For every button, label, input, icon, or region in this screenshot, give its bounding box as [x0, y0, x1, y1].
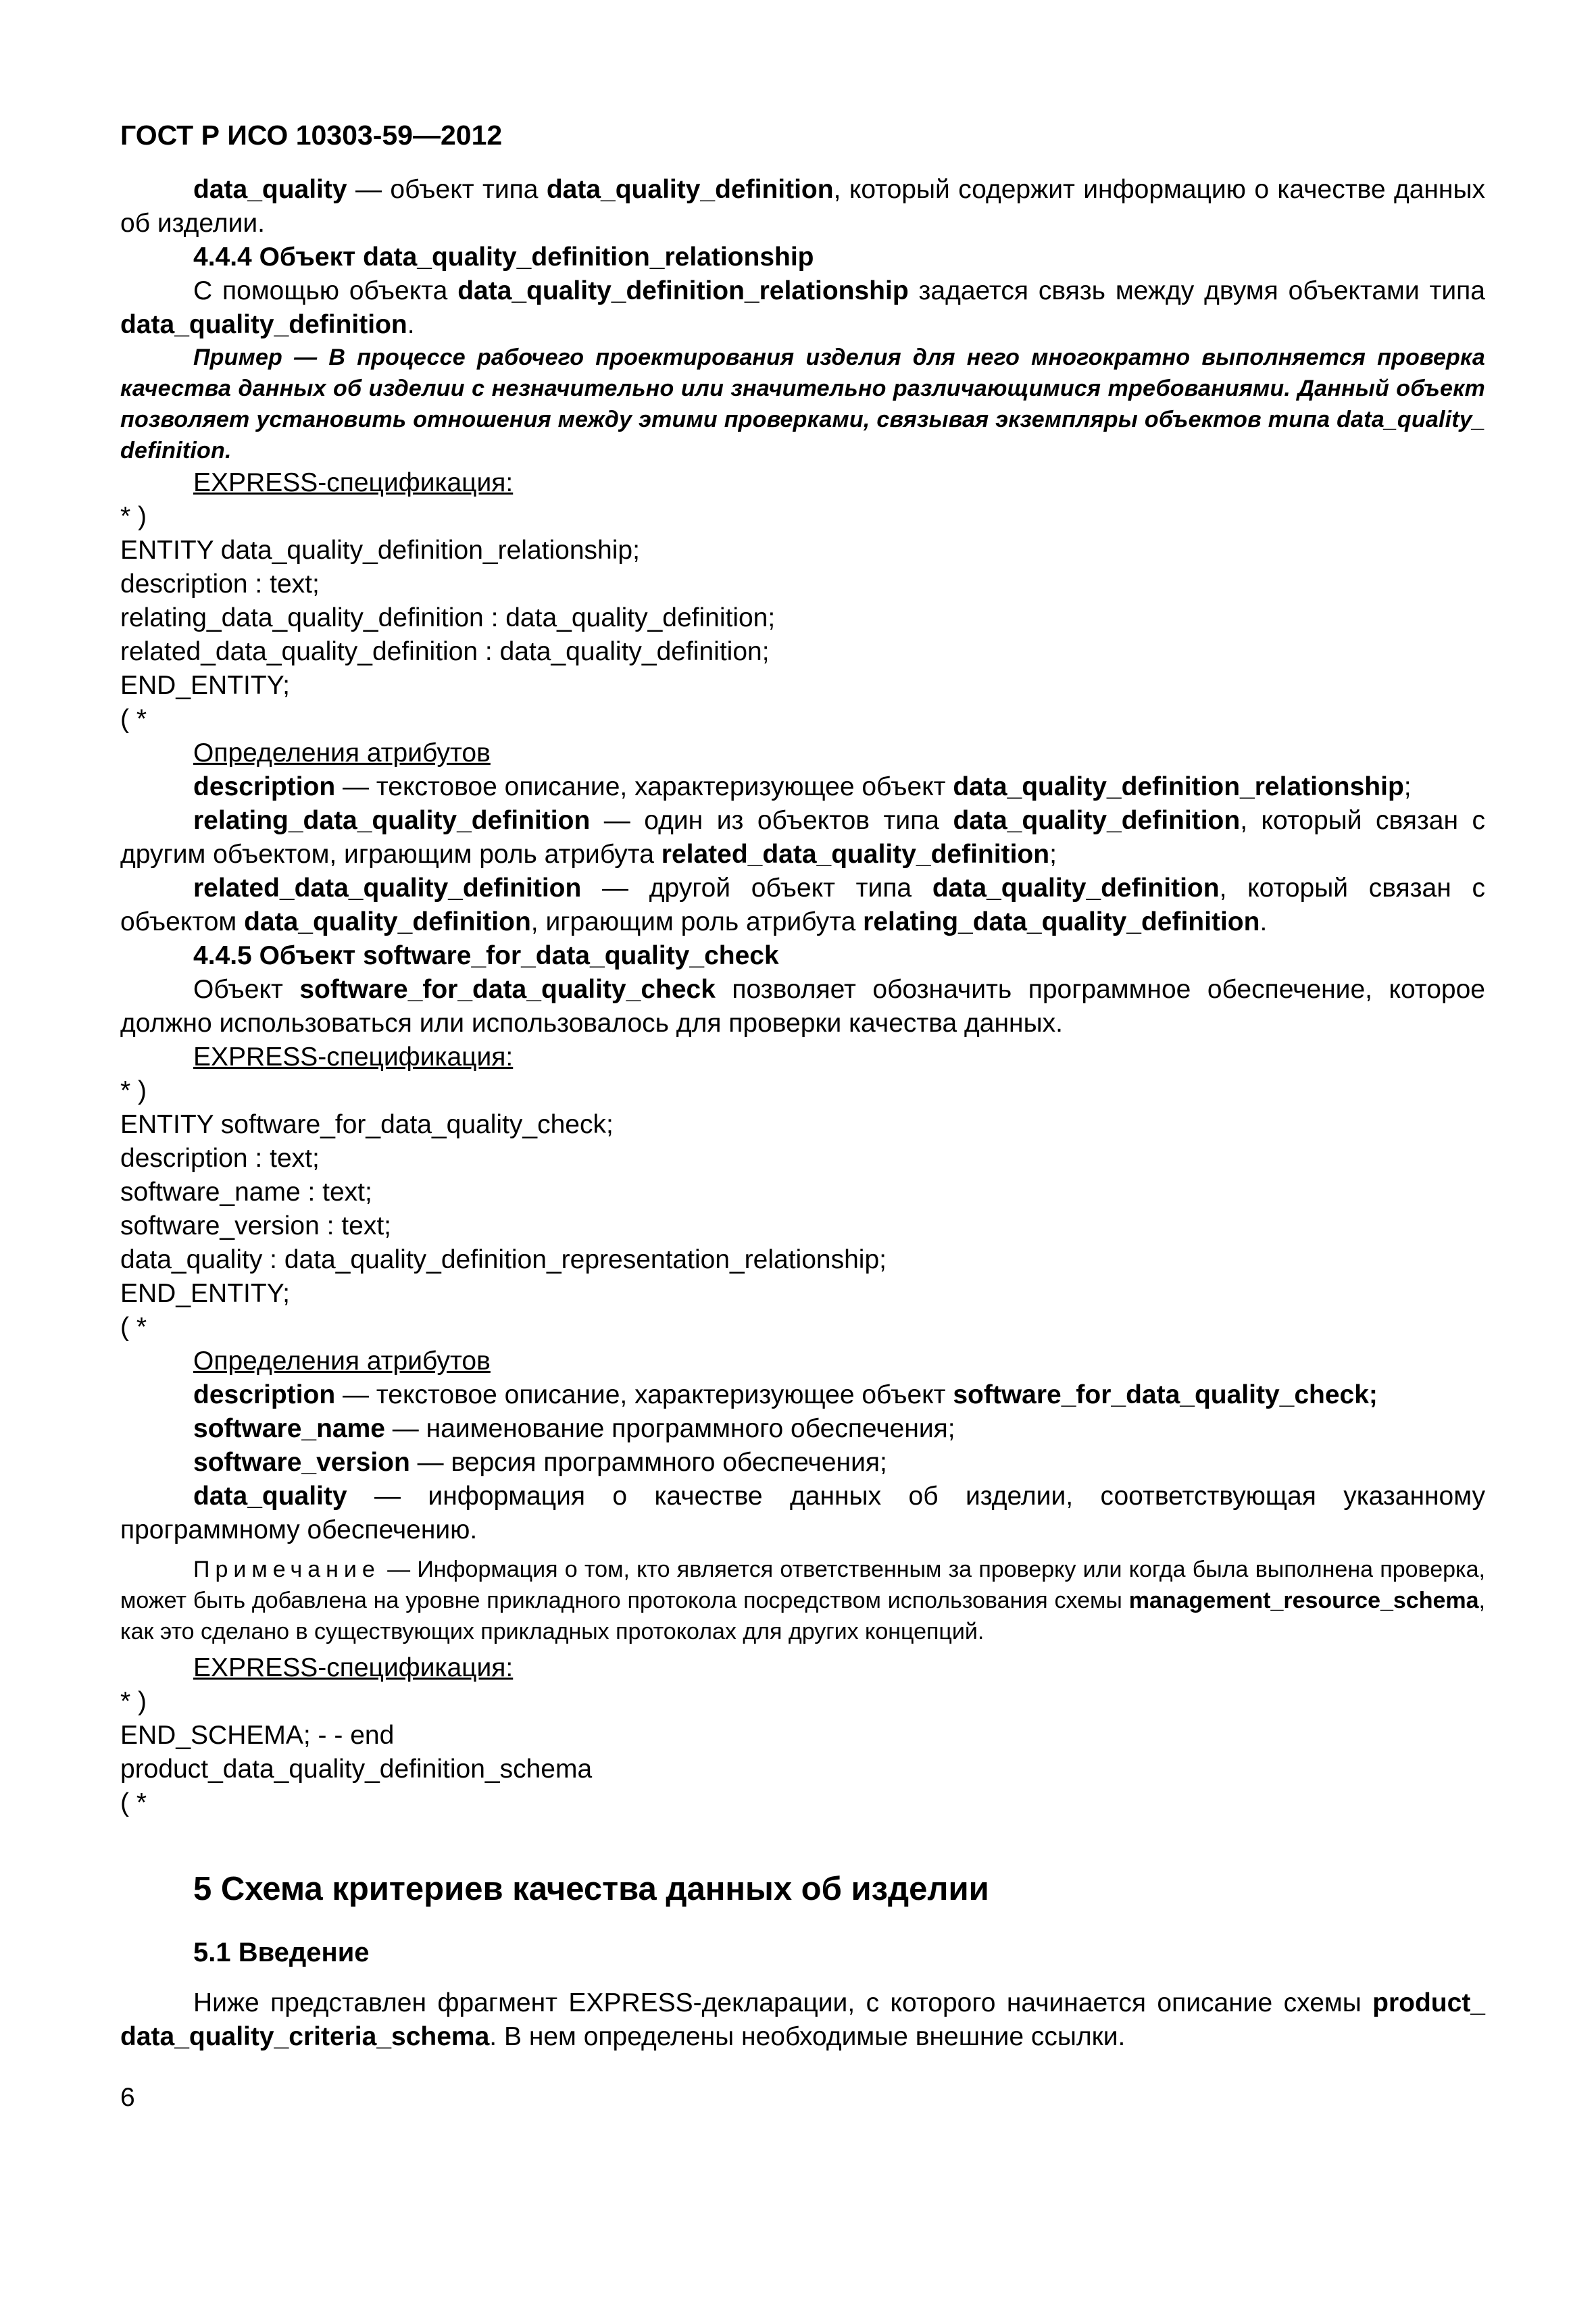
text: , который связан с другим объектом, играющим роль атрибута: [120, 806, 1485, 869]
note-paragraph: [120, 1554, 1485, 1647]
code-line: * ): [120, 502, 147, 531]
text: — один из объектов типа: [590, 806, 953, 835]
text: .: [1260, 907, 1268, 936]
code-line: software_version : text;: [120, 1211, 392, 1240]
term: related_data_quality_definition: [661, 840, 1050, 869]
term: software_for_data_quality_check;: [953, 1380, 1378, 1409]
code-line: ( *: [120, 1788, 147, 1817]
note-label: Примечание: [193, 1557, 380, 1582]
term: software_name: [193, 1414, 385, 1443]
attribute-data-quality: [120, 1480, 1485, 1547]
code-line: product_data_quality_definition_schema: [120, 1755, 593, 1784]
attribute-related: [120, 872, 1485, 939]
code-line: END_SCHEMA; - - end: [120, 1721, 395, 1750]
term: data_quality_definition: [932, 874, 1220, 903]
section-heading-5-1: 5.1 Введение: [193, 1938, 370, 1967]
code-line: ENTITY data_quality_definition_relationship;: [120, 536, 640, 565]
text: позволяет обозначить программное обеспечение, которое должно использоваться или использовалось для проверки качества данных.: [120, 975, 1485, 1038]
text: — наименование программного обеспечения;: [384, 1414, 955, 1443]
code-line: END_ENTITY;: [120, 1279, 291, 1308]
attribute-software-version: [120, 1446, 1485, 1480]
text: , как это сделано в существующих прикладных протоколах для других концепций.: [120, 1588, 1485, 1644]
code-line: ( *: [120, 705, 147, 734]
term: relating_data_quality_definition: [193, 806, 591, 835]
term: relating_data_quality_definition: [863, 907, 1260, 936]
text: Ниже представлен фрагмент EXPRESS-декларации, с которого начинается описание схемы: [193, 1988, 1373, 2017]
express-code-block-1: [120, 500, 1485, 736]
express-spec-label: EXPRESS-спецификация:: [193, 468, 514, 497]
express-code-block-3: [120, 1685, 1485, 1820]
attribute-description: [120, 1378, 1485, 1412]
attribute-definitions-label: Определения атрибутов: [193, 738, 491, 768]
attribute-description: [120, 770, 1485, 804]
text: ;: [1403, 772, 1412, 801]
code-line: END_ENTITY;: [120, 671, 291, 700]
term: data_quality: [193, 175, 347, 204]
code-line: description : text;: [120, 570, 320, 599]
code-line: * ): [120, 1687, 147, 1716]
text: , который связан с объектом: [120, 874, 1485, 936]
text: — Информация о том, кто является ответственным за проверку или когда была выполнена проверка, может быть добавлена на уровне прикладного протокола посредством использования схемы: [120, 1557, 1485, 1613]
page-number: 6: [120, 2083, 135, 2112]
code-line: description : text;: [120, 1144, 320, 1173]
term: software_for_data_quality_check: [299, 975, 716, 1004]
text: — текстовое описание, характеризующее объект: [335, 1380, 953, 1409]
code-line: software_name : text;: [120, 1178, 372, 1207]
text: задается связь между двумя объектами типа: [908, 276, 1485, 305]
term: data_quality_definition_relationship: [953, 772, 1404, 801]
term: product_ data_quality_criteria_schema: [120, 1988, 1485, 2051]
code-line: related_data_quality_definition : data_quality_definition;: [120, 637, 770, 666]
paragraph-intro: [120, 1986, 1485, 2054]
document-page: [120, 115, 1485, 2115]
term: data_quality_definition: [120, 310, 407, 339]
paragraph-relationship: [120, 274, 1485, 342]
paragraph-data-quality: [120, 173, 1485, 241]
term: description: [193, 772, 336, 801]
attribute-relating: [120, 804, 1485, 872]
attribute-software-name: [120, 1412, 1485, 1446]
term: data_quality_definition: [546, 175, 834, 204]
code-line: ( *: [120, 1313, 147, 1342]
text: С помощью объекта: [193, 276, 458, 305]
text: — информация о качестве данных об изделии, соответствующая указанному программному обеспечению.: [120, 1482, 1485, 1544]
section-heading-4-4-4: 4.4.4 Объект data_quality_definition_relationship: [193, 243, 814, 272]
text: .: [407, 310, 415, 339]
text: . В нем определены необходимые внешние ссылки.: [489, 2022, 1126, 2051]
code-line: relating_data_quality_definition : data_quality_definition;: [120, 603, 776, 632]
term: data_quality_definition_relationship: [457, 276, 909, 305]
text: Объект: [193, 975, 300, 1004]
term: software_version: [193, 1448, 410, 1477]
term: data_quality: [193, 1482, 347, 1511]
section-heading-5: 5 Схема критериев качества данных об изделии: [193, 1871, 989, 1907]
section-heading-4-4-5: 4.4.5 Объект software_for_data_quality_check: [193, 941, 779, 970]
text: — объект типа: [347, 175, 547, 204]
code-line: data_quality : data_quality_definition_representation_relationship;: [120, 1245, 887, 1274]
document-header: ГОСТ Р ИСО 10303-59—2012: [120, 120, 503, 151]
text: ;: [1049, 840, 1057, 869]
code-line: * ): [120, 1076, 147, 1105]
term: data_quality_definition: [244, 907, 531, 936]
term: management_resource_schema: [1128, 1588, 1479, 1613]
attribute-definitions-label: Определения атрибутов: [193, 1347, 491, 1376]
text: , играющим роль атрибута: [530, 907, 864, 936]
text: — версия программного обеспечения;: [409, 1448, 887, 1477]
example-paragraph: Пример — В процессе рабочего проектирования изделия для него многократно выполняется проверка качества данных об изделии с незначительно или значительно различающимися требованиями. Данный объект позволяет установить отношения между этими проверками, связывая экземпляры объектов типа data_quality_ definition.: [120, 345, 1485, 463]
express-spec-label: EXPRESS-спецификация:: [193, 1042, 514, 1072]
text: , который содержит информацию о качестве данных об изделии.: [120, 175, 1485, 238]
express-spec-label: EXPRESS-спецификация:: [193, 1653, 514, 1682]
text: — другой объект типа: [581, 874, 932, 903]
term: description: [193, 1380, 336, 1409]
paragraph-software: [120, 973, 1485, 1040]
term: data_quality_definition: [953, 806, 1241, 835]
term: related_data_quality_definition: [193, 874, 582, 903]
code-line: ENTITY software_for_data_quality_check;: [120, 1110, 614, 1139]
text: — текстовое описание, характеризующее объект: [335, 772, 953, 801]
express-code-block-2: [120, 1074, 1485, 1344]
